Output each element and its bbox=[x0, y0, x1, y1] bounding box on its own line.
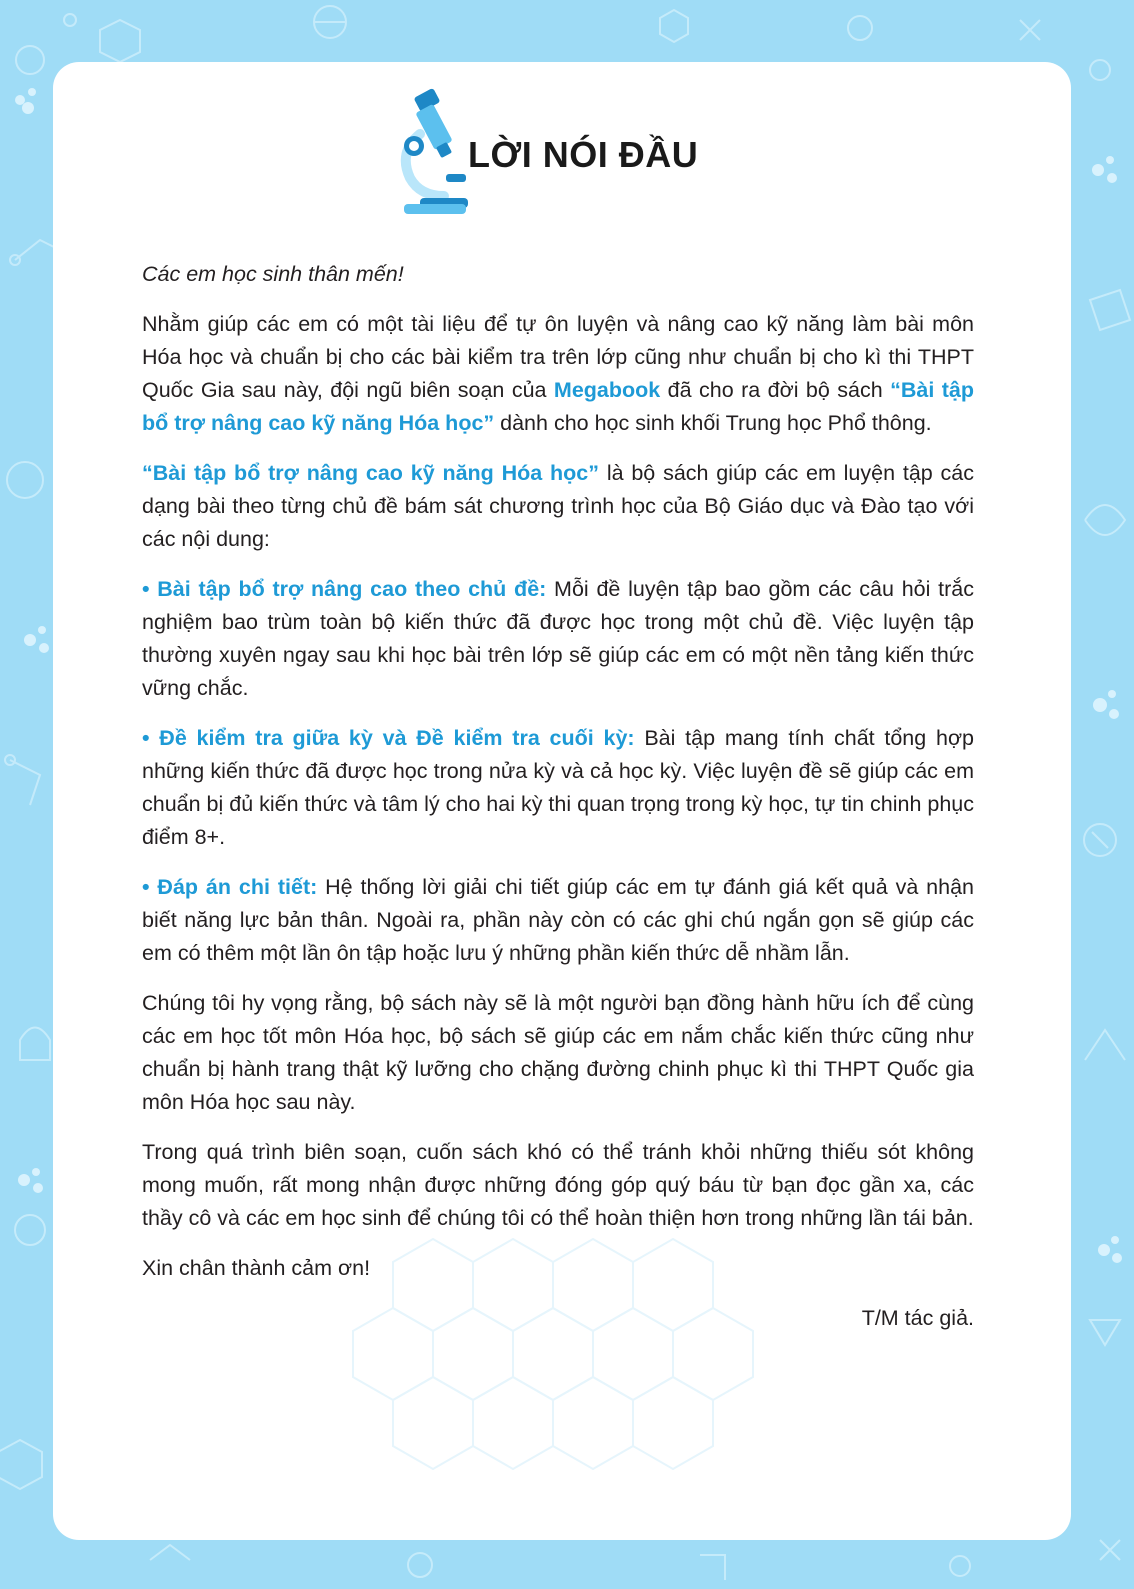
closing-line: Xin chân thành cảm ơn! bbox=[142, 1256, 371, 1280]
bullet-text: Hệ thống lời giải chi tiết giúp các em tự đánh giá kết quả và nhận biết năng lực bản thân. Ngoài ra, phần này còn có các ghi chú ngắn gọn sẽ giúp các em có thêm một lần ôn tập hoặc lưu ý những phần kiến thức dễ nhầm lẫn. bbox=[142, 875, 974, 965]
bullet-item bbox=[142, 871, 974, 970]
intro-text-1: Nhằm giúp các em có một tài liệu để tự ôn luyện và nâng cao kỹ năng làm bài môn Hóa học và chuẩn bị cho các bài kiểm tra trên lớp cũng như chuẩn bị cho kì thi THPT Quốc Gia sau này, đội ngũ biên soạn của bbox=[142, 312, 974, 402]
page-header bbox=[398, 88, 738, 218]
signature: T/M tác giả. bbox=[861, 1306, 974, 1330]
intro-paragraph bbox=[142, 308, 974, 440]
intro-text-3: dành cho học sinh khối Trung học Phổ thông. bbox=[494, 411, 932, 435]
book-description-paragraph bbox=[142, 457, 974, 556]
page-title: LỜI NÓI ĐẦU bbox=[468, 134, 699, 175]
apology-paragraph: Trong quá trình biên soạn, cuốn sách khó có thể tránh khỏi những thiếu sót không mong muốn, rất mong nhận được những đóng góp quý báu từ bạn đọc gần xa, các thầy cô và các em học sinh để chúng tôi có thể hoàn thiện hơn trong những lần tái bản. bbox=[142, 1140, 974, 1230]
bullet-item bbox=[142, 573, 974, 705]
book-title: “Bài tập bổ trợ nâng cao kỹ năng Hóa học” bbox=[142, 461, 600, 485]
bullet-heading: • Đáp án chi tiết: bbox=[142, 875, 318, 899]
foreword-body bbox=[142, 258, 974, 1352]
brand-name: Megabook bbox=[553, 378, 661, 402]
bullet-item bbox=[142, 722, 974, 854]
greeting: Các em học sinh thân mến! bbox=[142, 262, 404, 286]
book-description-text: là bộ sách giúp các em luyện tập các dạng bài theo từng chủ đề bám sát chương trình học của Bộ Giáo dục và Đào tạo với các nội dung: bbox=[142, 461, 975, 551]
bullet-heading: • Đề kiểm tra giữa kỳ và Đề kiểm tra cuối kỳ: bbox=[142, 726, 635, 750]
book-title: “Bài tập bổ trợ nâng cao kỹ năng Hóa học” bbox=[142, 378, 975, 435]
bullet-text: Bài tập mang tính chất tổng hợp những kiến thức đã được học trong nửa kỳ và cả học kỳ. Việc luyện đề sẽ giúp các em chuẩn bị đủ kiến thức và tâm lý cho hai kỳ thi quan trọng trong kỳ học, tự tin chinh phục điểm 8+. bbox=[142, 726, 974, 849]
hope-paragraph: Chúng tôi hy vọng rằng, bộ sách này sẽ là một người bạn đồng hành hữu ích để cùng các em học tốt môn Hóa học, bộ sách sẽ giúp các em nắm chắc kiến thức cũng như chuẩn bị hành trang thật kỹ lưỡng cho chặng đường chinh phục kì thi THPT Quốc gia môn Hóa học sau này. bbox=[142, 991, 974, 1114]
intro-text-2: đã cho ra đời bộ sách bbox=[660, 378, 891, 402]
microscope-icon bbox=[398, 88, 468, 218]
bullet-text: Mỗi đề luyện tập bao gồm các câu hỏi trắc nghiệm bao trùm toàn bộ kiến thức đã được học trong một chủ đề. Việc luyện tập thường xuyên ngay sau khi học bài trên lớp sẽ giúp các em có một nền tảng kiến thức vững chắc. bbox=[142, 577, 974, 700]
bullet-heading: • Bài tập bổ trợ nâng cao theo chủ đề: bbox=[142, 577, 547, 601]
page-card bbox=[53, 62, 1071, 1540]
